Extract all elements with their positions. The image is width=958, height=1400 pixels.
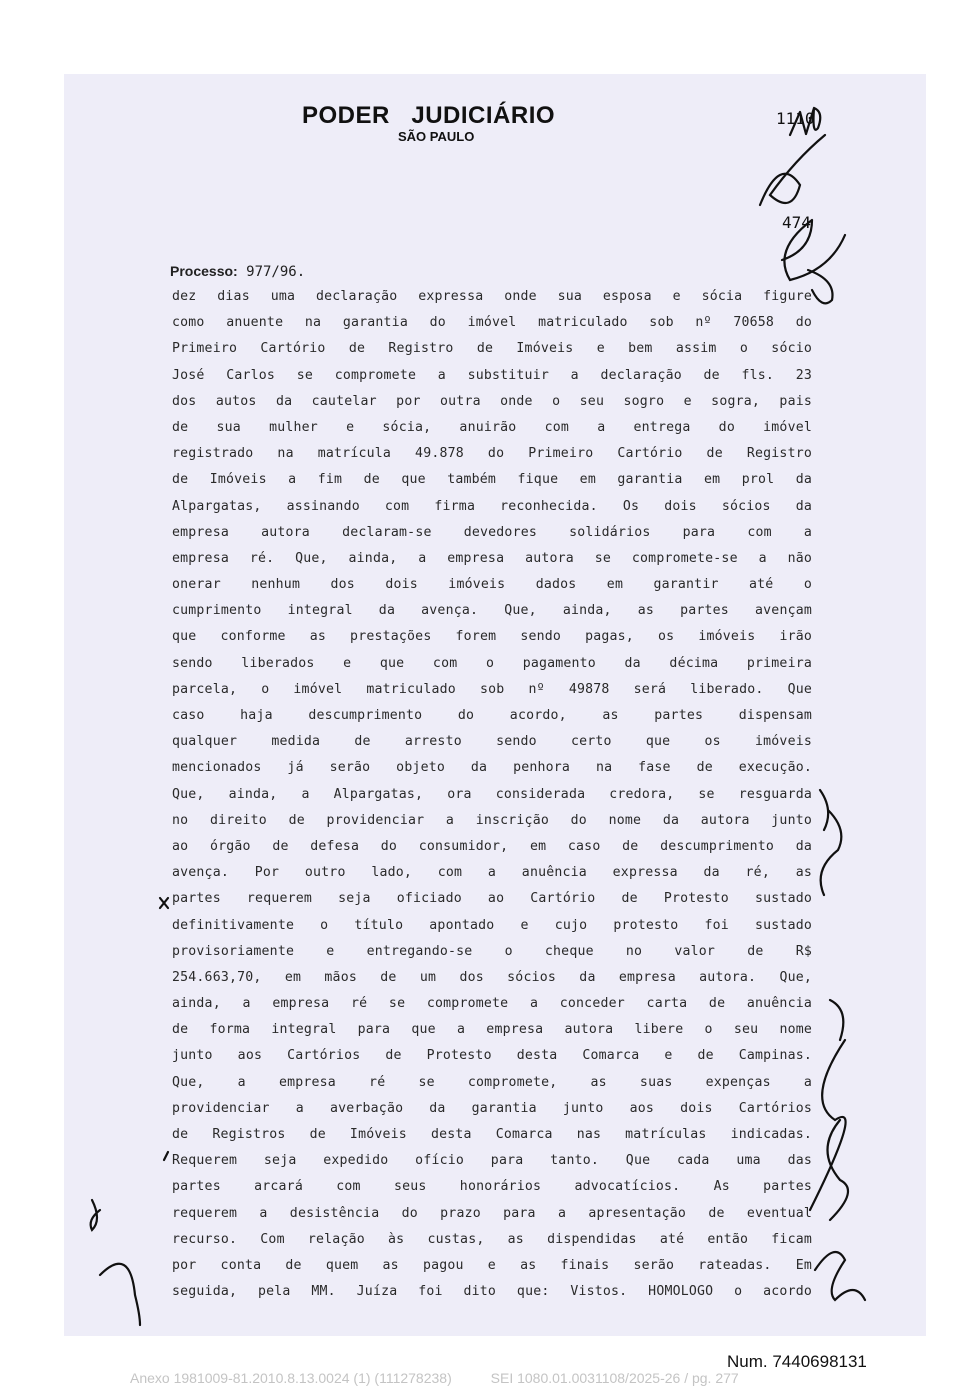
rubric-signature <box>760 135 825 205</box>
body-line: Requerem seja expedido ofício para tanto. Que cada uma das <box>172 1153 812 1169</box>
body-line: qualquer medida de arresto sendo certo que os imóveis <box>172 734 812 750</box>
margin-mark <box>820 790 841 895</box>
bottom-right-mark <box>815 1252 865 1300</box>
body-line: ao órgão de defesa do consumidor, em caso de descumprimento da <box>172 838 812 854</box>
court-header-title: PODER JUDICIÁRIO <box>302 102 556 129</box>
body-line: dez dias uma declaração expressa onde sua esposa e sócia figure <box>172 289 812 304</box>
body-line: Primeiro Cartório de Registro de Imóveis e bem assim o sócio <box>172 341 812 357</box>
body-line: sendo liberados e que com o pagamento da décima primeira <box>172 655 812 671</box>
folio-top: 1110 <box>776 109 815 128</box>
body-line: avença. Por outro lado, com a anuência expressa da ré, as <box>172 865 812 881</box>
body-line: mencionados já serão objeto da penhora na fase de execução. <box>172 760 812 776</box>
body-line: junto aos Cartórios de Protesto desta Comarca e de Campinas. <box>172 1048 812 1064</box>
margin-signature <box>810 1000 848 1220</box>
body-line: no direito de providenciar a inscrição do nome da autora junto <box>172 812 812 828</box>
process-number: 977/96. <box>246 264 306 280</box>
left-tick-mark <box>164 1152 168 1160</box>
document-number: Num. 7440698131 <box>727 1352 867 1371</box>
body-line: dos autos da cautelar por outra onde o seu sogro e sogra, pais <box>172 393 812 409</box>
body-line: partes arcará com seus honorários advocatícios. As partes <box>172 1179 812 1195</box>
body-line: empresa autora declaram-se devedores solidários para com a <box>172 524 812 540</box>
body-line: que conforme as prestações forem sendo pagas, os imóveis irão <box>172 629 812 645</box>
body-line: recurso. Com relação às custas, as dispendidas até então ficam <box>172 1231 812 1247</box>
body-line: José Carlos se compromete a substituir a declaração de fls. 23 <box>172 367 812 383</box>
body-line: cumprimento integral da avença. Que, ainda, as partes avençam <box>172 603 812 619</box>
body-line: como anuente na garantia do imóvel matriculado sob nº 70658 do <box>172 315 812 331</box>
body-line: de Registros de Imóveis desta Comarca nas matrículas indicadas. <box>172 1127 812 1142</box>
rubric-loop <box>808 270 833 303</box>
left-x-mark <box>160 898 168 908</box>
body-line: seguida, pela MM. Juíza foi dito que: Vistos. HOMOLOGO o acordo <box>172 1284 812 1300</box>
body-line: caso haja descumprimento do acordo, as partes dispensam <box>172 708 812 723</box>
body-line: 254.663,70, em mãos de um dos sócios da empresa autora. Que, <box>172 969 812 985</box>
body-line: onerar nenhum dos dois imóveis dados em garantir até o <box>172 577 812 593</box>
bottom-left-mark <box>100 1264 140 1325</box>
folio-number: 474 <box>782 213 811 232</box>
body-line: Alpargatas, assinando com firma reconhecida. Os dois sócios da <box>172 498 812 514</box>
page-footer: Anexo 1981009-81.2010.8.13.0024 (1) (111278238) SEI 1080.01.0031108/2025-26 / pg. 277 <box>130 1370 739 1386</box>
body-line: providenciar a averbação da garantia junto aos dois Cartórios <box>172 1100 812 1116</box>
body-line: de forma integral para que a empresa autora libere o seu nome <box>172 1022 812 1038</box>
body-line: de Imóveis a fim de que também fique em garantia em prol da <box>172 472 812 488</box>
body-line: requerem a desistência do prazo para a apresentação de eventual <box>172 1205 812 1221</box>
body-line: Que, ainda, a Alpargatas, ora considerada credora, se resguarda <box>172 786 812 802</box>
body-line: partes requerem seja oficiado ao Cartório de Protesto sustado <box>172 891 812 907</box>
process-label: Processo: <box>170 263 238 279</box>
body-line: ainda, a empresa ré se compromete a conceder carta de anuência <box>172 996 812 1012</box>
body-line: por conta de quem as pagou e as finais serão rateadas. Em <box>172 1257 812 1273</box>
body-line: de sua mulher e sócia, anuirão com a entrega do imóvel <box>172 419 812 435</box>
body-line: empresa ré. Que, ainda, a empresa autora se compromete-se a não <box>172 550 812 566</box>
left-check-mark <box>91 1200 100 1230</box>
body-line: definitivamente o título apontado e cujo protesto foi sustado <box>172 917 812 933</box>
body-line: registrado na matrícula 49.878 do Primeiro Cartório de Registro <box>172 446 812 462</box>
court-header-subtitle: SÃO PAULO <box>398 129 475 144</box>
body-line: provisoriamente e entregando-se o cheque no valor de R$ <box>172 943 812 959</box>
body-line: parcela, o imóvel matriculado sob nº 49878 será liberado. Que <box>172 681 812 697</box>
body-line: Que, a empresa ré se compromete, as suas expenças a <box>172 1074 812 1090</box>
